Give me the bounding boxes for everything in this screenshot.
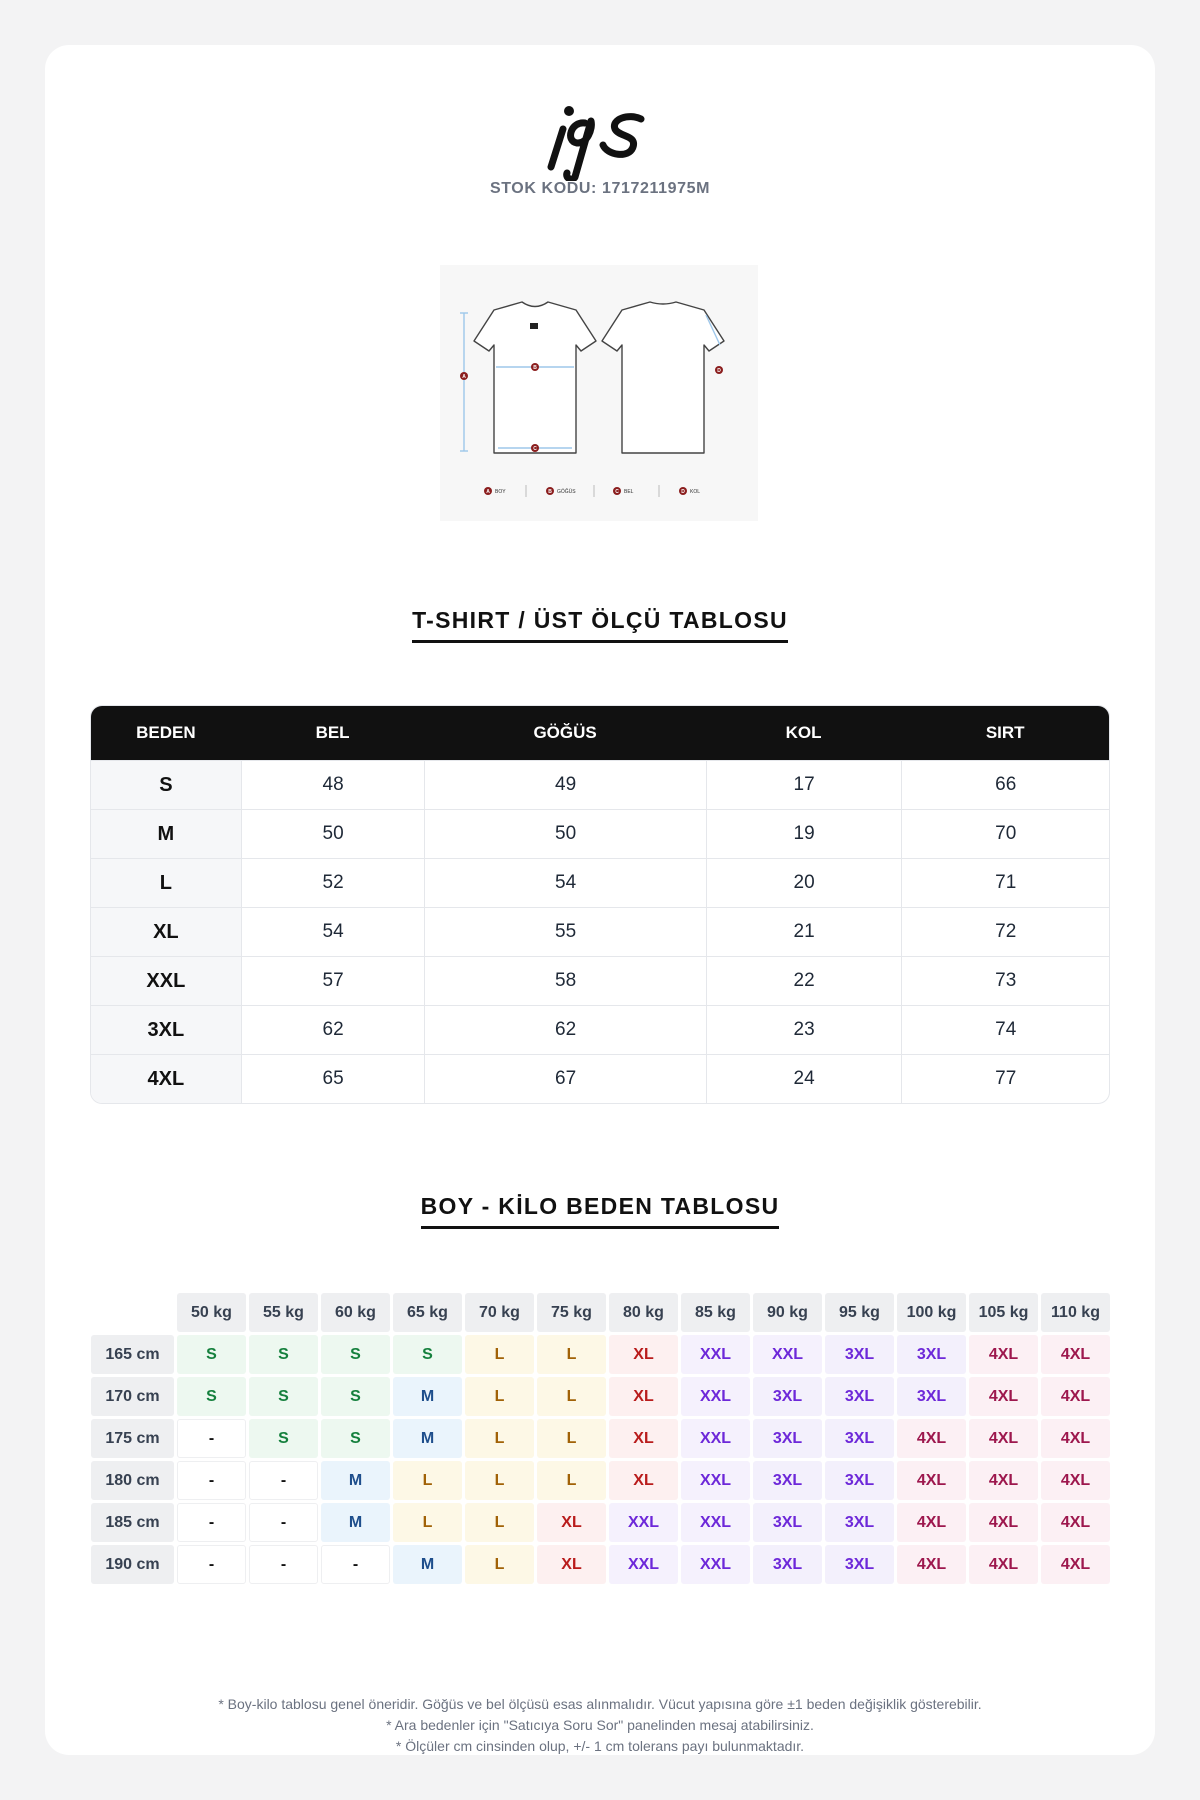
table-row <box>91 1545 1110 1584</box>
measure-cell: 54 <box>424 858 705 907</box>
measure-cell: 71 <box>901 858 1109 907</box>
size-suggestion-cell: 3XL <box>825 1461 894 1500</box>
measure-cell: 20 <box>706 858 902 907</box>
weight-header: 95 kg <box>825 1293 894 1332</box>
size-suggestion-cell: XL <box>609 1335 678 1374</box>
size-suggestion-cell: 4XL <box>969 1461 1038 1500</box>
weight-header: 65 kg <box>393 1293 462 1332</box>
note: * Ölçüler cm cinsinden olup, +/- 1 cm tolerans payı bulunmaktadır. <box>395 1738 805 1754</box>
svg-text:B: B <box>533 365 537 371</box>
size-suggestion-cell: 4XL <box>897 1461 966 1500</box>
size-suggestion-cell: L <box>465 1419 534 1458</box>
measure-cell: 50 <box>241 809 425 858</box>
legend-label-bel: BEL <box>624 489 634 495</box>
size-suggestion-cell: 3XL <box>825 1419 894 1458</box>
size-suggestion-cell: 3XL <box>825 1545 894 1584</box>
size-suggestion-cell: XXL <box>681 1503 750 1542</box>
size-suggestion-cell: 3XL <box>753 1461 822 1500</box>
measure-cell: 52 <box>241 858 425 907</box>
svg-text:B: B <box>548 489 552 495</box>
weight-header: 90 kg <box>753 1293 822 1332</box>
size-suggestion-cell: XXL <box>681 1461 750 1500</box>
size-suggestion-cell: L <box>537 1377 606 1416</box>
weight-header: 55 kg <box>249 1293 318 1332</box>
measure-cell: 48 <box>241 760 425 809</box>
height-header: 165 cm <box>91 1335 174 1374</box>
size-suggestion-cell: 4XL <box>1041 1419 1110 1458</box>
size-suggestion-cell: M <box>393 1419 462 1458</box>
measure-cell: 21 <box>706 907 902 956</box>
size-suggestion-cell: S <box>393 1335 462 1374</box>
size-suggestion-cell: S <box>177 1335 246 1374</box>
measure-cell: 23 <box>706 1005 902 1054</box>
size-suggestion-cell: 4XL <box>1041 1545 1110 1584</box>
header-bel: BEL <box>241 706 425 760</box>
measure-cell: 77 <box>901 1054 1109 1103</box>
size-suggestion-cell: S <box>321 1419 390 1458</box>
blank-corner <box>91 1293 174 1332</box>
height-header: 170 cm <box>91 1377 174 1416</box>
size-suggestion-cell: XL <box>537 1503 606 1542</box>
size-suggestion-cell: 4XL <box>969 1503 1038 1542</box>
size-suggestion-cell: L <box>465 1335 534 1374</box>
size-suggestion-cell: S <box>321 1377 390 1416</box>
size-suggestion-cell: XL <box>609 1419 678 1458</box>
size-cell: 4XL <box>91 1054 241 1103</box>
measure-cell: 54 <box>241 907 425 956</box>
size-suggestion-cell: 4XL <box>897 1419 966 1458</box>
size-table-header <box>91 706 1109 760</box>
table-row <box>91 1419 1110 1458</box>
size-suggestion-cell: XXL <box>609 1545 678 1584</box>
diagram-legend <box>484 485 700 497</box>
size-suggestion-cell: 4XL <box>897 1545 966 1584</box>
size-suggestion-cell: L <box>465 1461 534 1500</box>
size-table-title: T-SHIRT / ÜST ÖLÇÜ TABLOSU <box>45 607 1155 643</box>
size-suggestion-cell: 4XL <box>1041 1335 1110 1374</box>
size-suggestion-cell: XXL <box>681 1545 750 1584</box>
table-row <box>91 858 1109 907</box>
svg-text:A: A <box>462 374 466 380</box>
size-suggestion-cell: L <box>537 1419 606 1458</box>
weight-header: 50 kg <box>177 1293 246 1332</box>
height-header: 190 cm <box>91 1545 174 1584</box>
header-beden: BEDEN <box>91 706 241 760</box>
size-suggestion-cell: - <box>177 1461 246 1500</box>
height-header: 175 cm <box>91 1419 174 1458</box>
table-row <box>91 1503 1110 1542</box>
size-suggestion-cell: 4XL <box>969 1419 1038 1458</box>
table-row <box>91 1461 1110 1500</box>
size-suggestion-cell: M <box>321 1503 390 1542</box>
height-header: 185 cm <box>91 1503 174 1542</box>
weight-header: 80 kg <box>609 1293 678 1332</box>
note: * Boy-kilo tablosu genel öneridir. Göğüs ve bel ölçüsü esas alınmalıdır. Vücut yapısına göre ±1 beden değişiklik gösterebilir. <box>218 1696 982 1712</box>
boy-kilo-table <box>88 1290 1113 1587</box>
height-header: 180 cm <box>91 1461 174 1500</box>
size-suggestion-cell: XXL <box>609 1503 678 1542</box>
measure-cell: 62 <box>424 1005 705 1054</box>
measure-cell: 19 <box>706 809 902 858</box>
size-suggestion-cell: 3XL <box>897 1335 966 1374</box>
size-suggestion-cell: 4XL <box>1041 1461 1110 1500</box>
size-suggestion-cell: XL <box>609 1377 678 1416</box>
measure-cell: 62 <box>241 1005 425 1054</box>
boy-kilo-header <box>91 1293 1110 1332</box>
size-suggestion-cell: - <box>177 1545 246 1584</box>
size-suggestion-cell: S <box>249 1419 318 1458</box>
weight-header: 110 kg <box>1041 1293 1110 1332</box>
size-suggestion-cell: XXL <box>681 1377 750 1416</box>
legend-label-kol: KOL <box>690 489 701 495</box>
table-row <box>91 760 1109 809</box>
svg-text:D: D <box>681 489 685 495</box>
size-suggestion-cell: 4XL <box>1041 1377 1110 1416</box>
measure-cell: 49 <box>424 760 705 809</box>
size-suggestion-cell: 3XL <box>753 1503 822 1542</box>
size-suggestion-cell: XXL <box>681 1419 750 1458</box>
size-suggestion-cell: 3XL <box>753 1377 822 1416</box>
size-suggestion-cell: L <box>537 1335 606 1374</box>
measure-cell: 73 <box>901 956 1109 1005</box>
legend-label-boy: BOY <box>495 489 506 495</box>
size-suggestion-cell: S <box>249 1377 318 1416</box>
header-kol: KOL <box>706 706 902 760</box>
size-suggestion-cell: XL <box>609 1461 678 1500</box>
measure-cell: 24 <box>706 1054 902 1103</box>
measure-cell: 22 <box>706 956 902 1005</box>
size-suggestion-cell: 3XL <box>825 1503 894 1542</box>
size-table <box>90 705 1110 1104</box>
tshirt-measurement-diagram <box>440 265 758 521</box>
svg-text:D: D <box>717 368 721 374</box>
size-suggestion-cell: 4XL <box>969 1335 1038 1374</box>
measure-cell: 67 <box>424 1054 705 1103</box>
size-guide-card <box>45 45 1155 1755</box>
size-cell: 3XL <box>91 1005 241 1054</box>
size-suggestion-cell: L <box>465 1377 534 1416</box>
size-suggestion-cell: 3XL <box>753 1419 822 1458</box>
weight-header: 75 kg <box>537 1293 606 1332</box>
table-row <box>91 1377 1110 1416</box>
size-suggestion-cell: - <box>321 1545 390 1584</box>
size-suggestion-cell: XXL <box>681 1335 750 1374</box>
measure-cell: 72 <box>901 907 1109 956</box>
size-suggestion-cell: L <box>465 1545 534 1584</box>
legend-label-gogus: GÖĞÜS <box>557 489 576 495</box>
measure-cell: 65 <box>241 1054 425 1103</box>
size-suggestion-cell: - <box>249 1461 318 1500</box>
svg-text:C: C <box>615 489 619 495</box>
size-suggestion-cell: 3XL <box>753 1545 822 1584</box>
size-suggestion-cell: - <box>177 1503 246 1542</box>
header-sirt: SIRT <box>901 706 1109 760</box>
size-suggestion-cell: XXL <box>753 1335 822 1374</box>
size-suggestion-cell: - <box>249 1545 318 1584</box>
measure-cell: 57 <box>241 956 425 1005</box>
weight-header: 105 kg <box>969 1293 1038 1332</box>
tshirt-back-icon <box>602 302 724 453</box>
size-cell: XXL <box>91 956 241 1005</box>
size-cell: L <box>91 858 241 907</box>
measure-cell: 74 <box>901 1005 1109 1054</box>
measure-cell: 50 <box>424 809 705 858</box>
weight-header: 85 kg <box>681 1293 750 1332</box>
size-suggestion-cell: - <box>177 1419 246 1458</box>
size-suggestion-cell: - <box>249 1503 318 1542</box>
size-suggestion-cell: 4XL <box>1041 1503 1110 1542</box>
weight-header: 70 kg <box>465 1293 534 1332</box>
boy-kilo-title: BOY - KİLO BEDEN TABLOSU <box>45 1193 1155 1229</box>
size-suggestion-cell: 4XL <box>969 1377 1038 1416</box>
brand-logo <box>545 89 655 181</box>
header-gogus: GÖĞÜS <box>424 706 705 760</box>
size-cell: S <box>91 760 241 809</box>
size-suggestion-cell: S <box>249 1335 318 1374</box>
note: * Ara bedenler için "Satıcıya Soru Sor" panelinden mesaj atabilirsiniz. <box>386 1717 814 1733</box>
weight-header: 60 kg <box>321 1293 390 1332</box>
size-suggestion-cell: M <box>393 1377 462 1416</box>
size-suggestion-cell: L <box>393 1503 462 1542</box>
size-suggestion-cell: L <box>393 1461 462 1500</box>
size-cell: XL <box>91 907 241 956</box>
size-suggestion-cell: 3XL <box>897 1377 966 1416</box>
size-cell: M <box>91 809 241 858</box>
size-suggestion-cell: M <box>321 1461 390 1500</box>
size-suggestion-cell: XL <box>537 1545 606 1584</box>
size-suggestion-cell: 4XL <box>969 1545 1038 1584</box>
table-row <box>91 809 1109 858</box>
table-row <box>91 1054 1109 1103</box>
size-suggestion-cell: 3XL <box>825 1377 894 1416</box>
svg-text:A: A <box>486 489 490 495</box>
size-suggestion-cell: L <box>537 1461 606 1500</box>
size-suggestion-cell: 4XL <box>897 1503 966 1542</box>
stock-code: STOK KODU: 1717211975M <box>489 180 711 197</box>
measure-cell: 58 <box>424 956 705 1005</box>
tshirt-diagram-svg <box>440 265 758 521</box>
size-suggestion-cell: M <box>393 1545 462 1584</box>
table-row <box>91 1335 1110 1374</box>
measure-cell: 17 <box>706 760 902 809</box>
size-suggestion-cell: S <box>321 1335 390 1374</box>
size-suggestion-cell: S <box>177 1377 246 1416</box>
footnotes <box>45 1694 1155 1757</box>
table-row <box>91 956 1109 1005</box>
measure-cell: 55 <box>424 907 705 956</box>
table-row <box>91 1005 1109 1054</box>
svg-text:C: C <box>533 446 537 452</box>
weight-header: 100 kg <box>897 1293 966 1332</box>
size-suggestion-cell: L <box>465 1503 534 1542</box>
measure-cell: 66 <box>901 760 1109 809</box>
size-suggestion-cell: 3XL <box>825 1335 894 1374</box>
measure-cell: 70 <box>901 809 1109 858</box>
table-row <box>91 907 1109 956</box>
